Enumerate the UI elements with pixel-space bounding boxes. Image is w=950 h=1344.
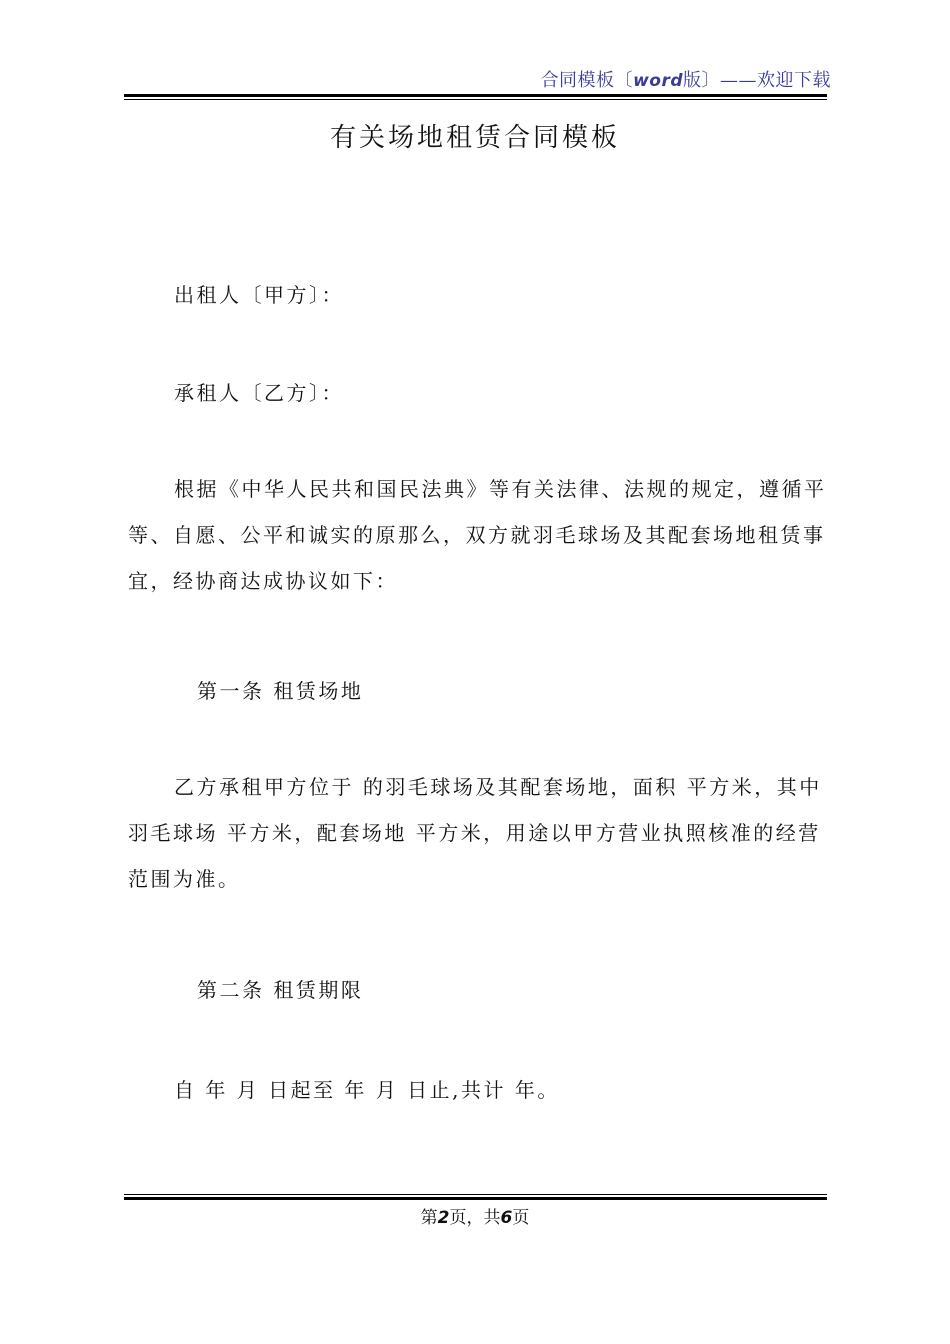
document-title: 有关场地租赁合同模板 [329, 123, 620, 153]
article2-heading: 第二条 租赁期限 [197, 978, 364, 1002]
preamble-paragraph: 根据《中华人民共和国民法典》等有关法律、法规的规定，遵循平等、自愿、公平和诚实的原那么，双方就羽毛球场及其配套场地租赁事宜，经协商达成协议如下： [128, 477, 827, 593]
footer-page-number: 2 [437, 1208, 450, 1228]
footer-suffix: 页 [512, 1208, 530, 1228]
header-rule-thin [124, 99, 827, 100]
header-suffix: 版〕——欢迎下载 [683, 70, 831, 91]
footer-total-pages: 6 [500, 1208, 513, 1228]
article2-body: 自 年 月 日起至 年 月 日止,共计 年。 [174, 1078, 560, 1102]
footer-middle: 页，共 [449, 1208, 501, 1228]
footer-rule-thick [124, 1197, 827, 1200]
article1-body: 乙方承租甲方位于 的羽毛球场及其配套场地，面积 平方米，其中羽毛球场 平方米，配套场地 平方米，用途以甲方营业执照核准的经营范围为准。 [128, 775, 822, 891]
header-word: word [633, 71, 683, 91]
article1-heading: 第一条 租赁场地 [197, 679, 364, 703]
header-rule-thick [124, 94, 827, 97]
page-header [541, 66, 831, 92]
header-prefix: 合同模板〔 [540, 70, 634, 91]
lessor-line: 出租人〔甲方〕： [174, 283, 344, 307]
footer-rule-thin [124, 1194, 827, 1195]
footer-prefix: 第 [420, 1208, 438, 1228]
page-footer [0, 1203, 950, 1228]
lessee-line: 承租人〔乙方〕： [174, 381, 344, 405]
